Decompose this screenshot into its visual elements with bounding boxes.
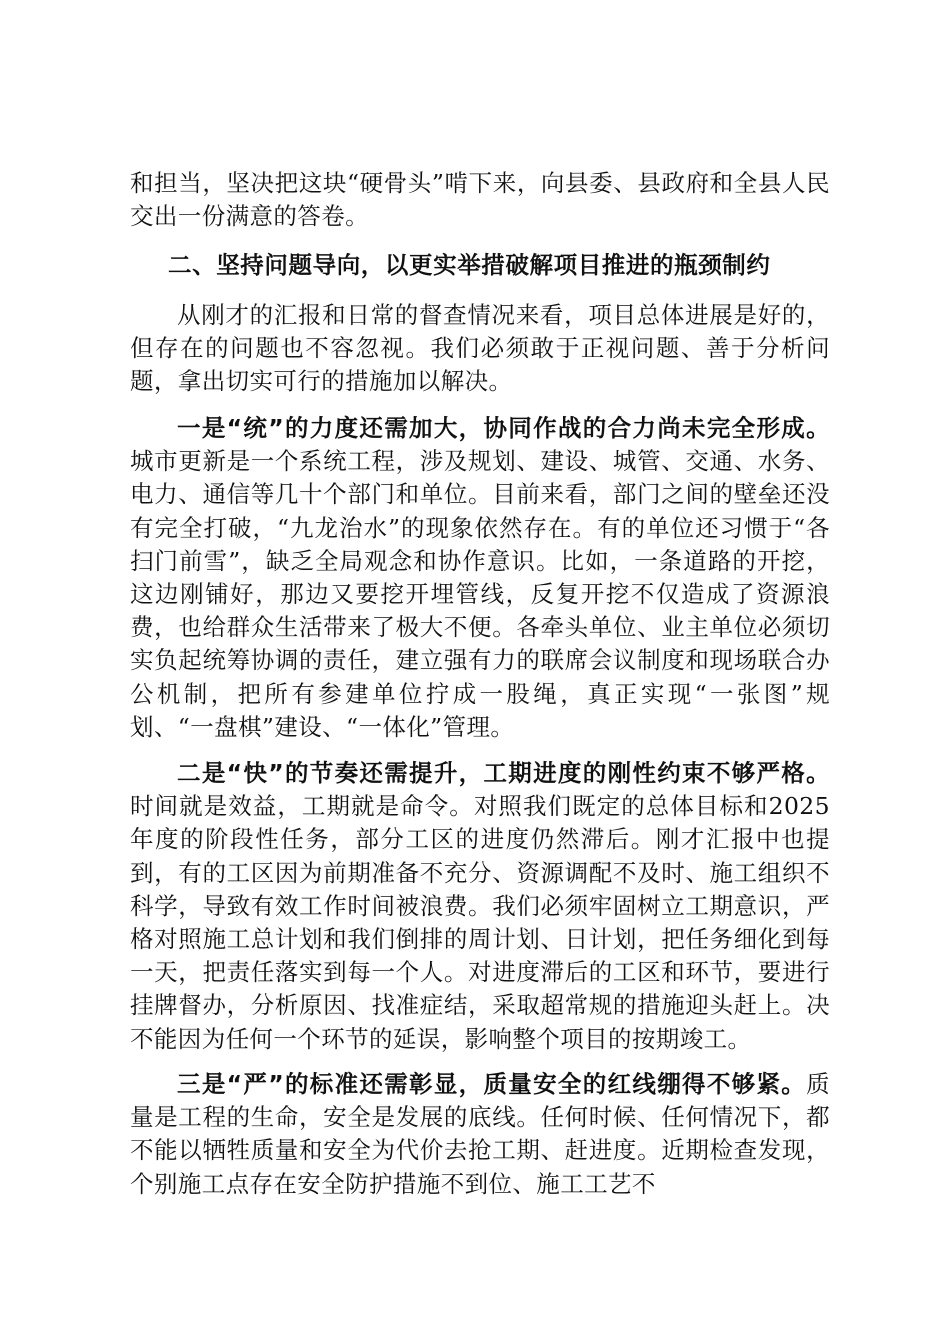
point-paragraph-2 <box>130 757 830 1056</box>
point-paragraph-3 <box>130 1068 830 1201</box>
point-paragraph-1 <box>130 412 830 744</box>
intro-continuation-paragraph: 和担当，坚决把这块“硬骨头”啃下来，向县委、县政府和全县人民交出一份满意的答卷。 <box>130 169 830 231</box>
point-lead: 一是“统”的力度还需加大，协同作战的合力尚未完全形成。 <box>177 414 830 442</box>
point-body: 时间就是效益，工期就是命令。对照我们既定的总体目标和2025年度的阶段性任务，部分工区的进度仍然滞后。刚才汇报中也提到，有的工区因为前期准备不充分、资源调配不及时、施工组织不科学，导致有效工作时间被浪费。我们必须牢固树立工期意识，严格对照施工总计划和我们倒排的周计划、日计划，把任务细化到每一天，把责任落实到每一个人。对进度滞后的工区和环节，要进行挂牌督办，分析原因、找准症结，采取超常规的措施迎头赶上。决不能因为任何一个环节的延误，影响整个项目的按期竣工。 <box>130 792 830 1053</box>
point-body: 城市更新是一个系统工程，涉及规划、建设、城管、交通、水务、电力、通信等几十个部门和单位。目前来看，部门之间的壁垒还没有完全打破，“九龙治水”的现象依然存在。有的单位还习惯于“各扫门前雪”，缺乏全局观念和协作意识。比如，一条道路的开挖，这边刚铺好，那边又要挖开埋管线，反复开挖不仅造成了资源浪费，也给群众生活带来了极大不便。各牵头单位、业主单位必须切实负起统筹协调的责任，建立强有力的联席会议制度和现场联合办公机制，把所有参建单位拧成一股绳，真正实现“一张图”规划、“一盘棋”建设、“一体化”管理。 <box>130 447 830 741</box>
point-lead: 二是“快”的节奏还需提升，工期进度的刚性约束不够严格。 <box>177 759 830 787</box>
section-intro-paragraph: 从刚才的汇报和日常的督查情况来看，项目总体进展是好的，但存在的问题也不容忽视。我们必须敢于正视问题、善于分析问题，拿出切实可行的措施加以解决。 <box>130 301 830 396</box>
section-heading: 二、坚持问题导向，以更实举措破解项目推进的瓶颈制约 <box>168 251 771 279</box>
point-body: 质量是工程的生命，安全是发展的底线。任何时候、任何情况下，都不能以牺牲质量和安全为代价去抢工期、赶进度。近期检查发现，个别施工点存在安全防护措施不到位、施工工艺不 <box>130 1070 830 1198</box>
point-lead: 三是“严”的标准还需彰显，质量安全的红线绷得不够紧。 <box>177 1070 807 1098</box>
